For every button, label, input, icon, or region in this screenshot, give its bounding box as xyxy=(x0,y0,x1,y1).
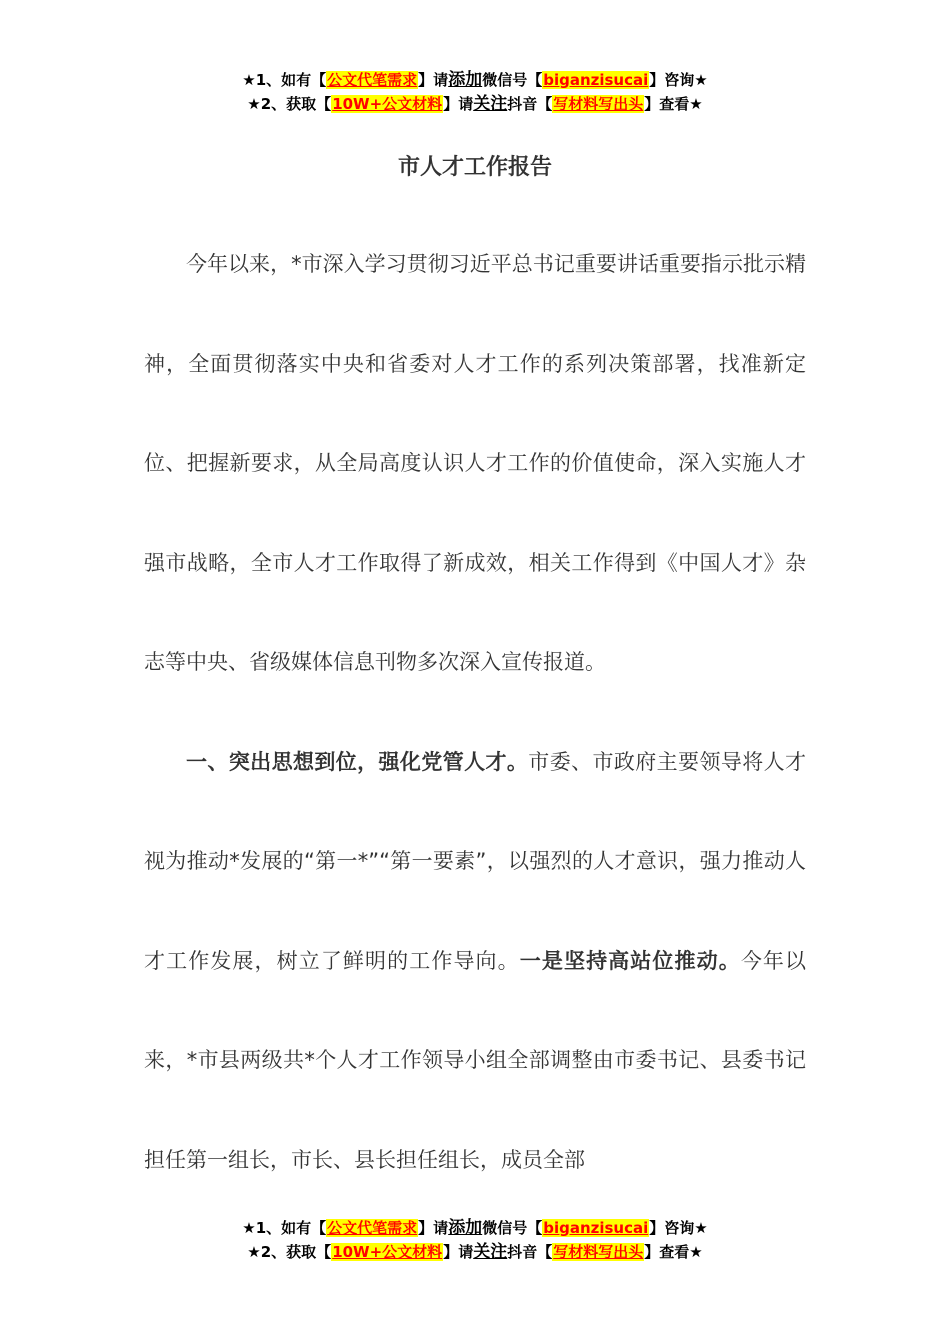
paragraph-intro: 今年以来，*市深入学习贯彻习近平总书记重要讲话重要指示批示精神，全面贯彻落实中央和省委对人才工作的系列决策部署，找准新定位、把握新要求，从全局高度认识人才工作的价值使命，深入实施人才强市战略，全市人才工作取得了新成效，相关工作得到《中国人才》杂志等中央、省级媒体信息刊物多次深入宣传报道。 xyxy=(144,252,806,674)
banner-line-2 xyxy=(0,92,950,116)
section-heading: 一、突出思想到位，强化党管人才。 xyxy=(186,749,529,774)
banner-text: 】请 xyxy=(418,71,449,89)
banner-text: 】请 xyxy=(443,95,474,113)
banner-highlight-service: 公文代笔需求 xyxy=(327,1219,418,1237)
banner-text: ★1、如有【 xyxy=(242,71,327,89)
banner-highlight-materials: 10W+公文材料 xyxy=(332,1243,443,1261)
paragraph-section-1 xyxy=(144,713,806,1211)
banner-emphasis: 关注 xyxy=(473,94,508,114)
document-body xyxy=(144,215,806,1210)
banner-line-1 xyxy=(0,1216,950,1240)
banner-emphasis: 关注 xyxy=(473,1242,508,1262)
banner-line-2 xyxy=(0,1240,950,1264)
banner-highlight-wechat-id: biganzisucai xyxy=(543,71,649,89)
banner-highlight-materials: 10W+公文材料 xyxy=(332,95,443,113)
banner-highlight-service: 公文代笔需求 xyxy=(327,71,418,89)
banner-text: ★2、获取【 xyxy=(247,1243,332,1261)
banner-text: 抖音【 xyxy=(507,1243,553,1261)
banner-text: 】查看★ xyxy=(644,95,703,113)
document-title: 市人才工作报告 xyxy=(397,155,552,180)
banner-text: 】请 xyxy=(418,1219,449,1237)
banner-text: 微信号【 xyxy=(482,71,543,89)
banner-text: 】查看★ xyxy=(644,1243,703,1261)
paragraph-text: 今年以来，*市县两级共*个人才工作领导小组全部调整由市委书记、县委书记担任第一组长，市长、县长担任组长，成员全部 xyxy=(144,948,807,1172)
subsection-heading: 一是坚持高站位推动。 xyxy=(519,948,741,973)
banner-highlight-wechat-id: biganzisucai xyxy=(543,1219,649,1237)
paragraph-text: 市委、市政府主要领导将人才视为推动*发展的“第一*”“第一要素”，以强烈的人才意识，强力推动人才工作发展，树立了鲜明的工作导向。 xyxy=(144,749,807,973)
banner-text: 】咨询★ xyxy=(649,71,708,89)
banner-text: ★1、如有【 xyxy=(242,1219,327,1237)
banner-text: ★2、获取【 xyxy=(247,95,332,113)
banner-text: 】请 xyxy=(443,1243,474,1261)
banner-text: 抖音【 xyxy=(507,95,553,113)
banner-highlight-douyin: 写材料写出头 xyxy=(553,95,644,113)
footer-banner xyxy=(0,1216,950,1264)
banner-line-1 xyxy=(0,68,950,92)
banner-emphasis: 添加 xyxy=(448,70,483,90)
banner-text: 微信号【 xyxy=(482,1219,543,1237)
banner-emphasis: 添加 xyxy=(448,1218,483,1238)
header-banner xyxy=(0,68,950,116)
banner-highlight-douyin: 写材料写出头 xyxy=(553,1243,644,1261)
banner-text: 】咨询★ xyxy=(649,1219,708,1237)
